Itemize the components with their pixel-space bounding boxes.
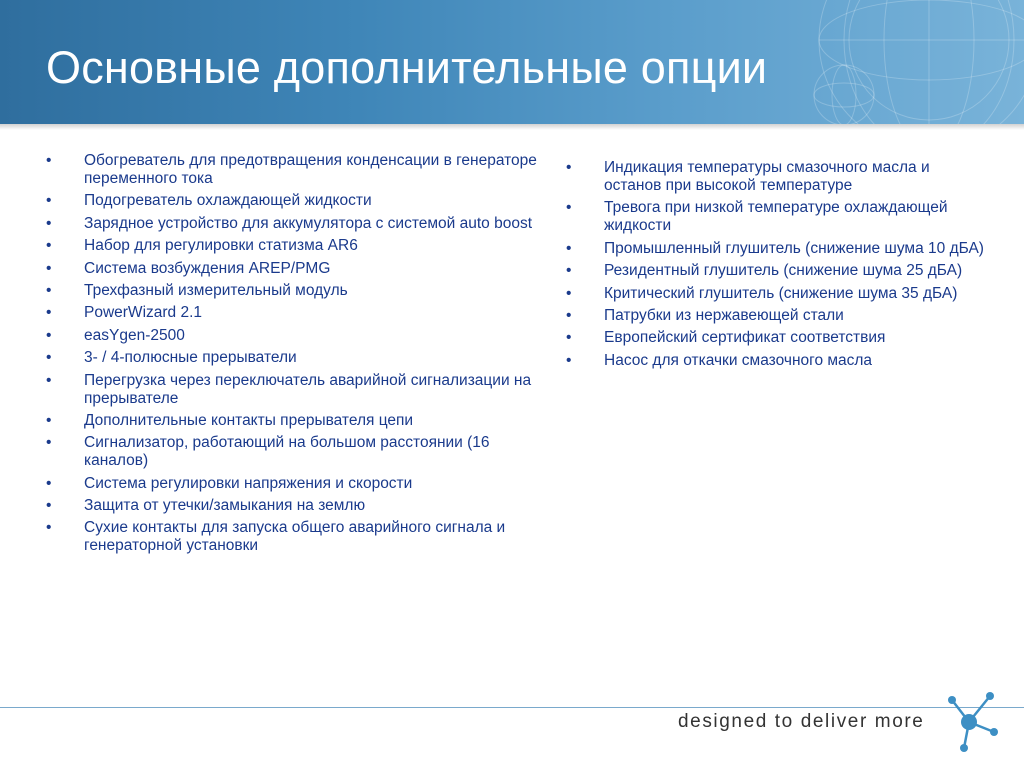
- bullet-icon: •: [566, 284, 572, 302]
- list-item: [46, 192, 538, 210]
- list-item-text: Промышленный глушитель (снижение шума 10 дБА): [604, 239, 984, 257]
- left-options-list: [46, 152, 538, 560]
- footer-tagline: designed to deliver more: [678, 711, 925, 732]
- slide-title: Основные дополнительные опции: [46, 42, 768, 93]
- bullet-icon: •: [46, 349, 52, 367]
- list-item-text: Европейский сертификат соответствия: [604, 329, 886, 347]
- list-item: [46, 260, 538, 278]
- list-item-text: 3- / 4-полюсные прерыватели: [84, 349, 297, 367]
- list-item-text: Тревога при низкой температуре охлаждающей жидкости: [604, 199, 948, 235]
- bullet-icon: •: [566, 329, 572, 347]
- bullet-icon: •: [46, 326, 52, 344]
- list-item-text: Насос для откачки смазочного масла: [604, 351, 873, 369]
- bullet-icon: •: [566, 199, 572, 217]
- list-item: [46, 282, 538, 300]
- bullet-icon: •: [566, 351, 572, 369]
- bullet-icon: •: [46, 214, 52, 232]
- list-item-text: PowerWizard 2.1: [84, 304, 203, 322]
- list-item: [46, 412, 538, 430]
- bullet-icon: •: [46, 371, 52, 389]
- bullet-icon: •: [566, 239, 572, 257]
- list-item: [566, 262, 986, 280]
- list-item-text: Патрубки из нержавеющей стали: [604, 306, 844, 324]
- bullet-icon: •: [46, 281, 52, 299]
- bullet-icon: •: [46, 192, 52, 210]
- list-item: [566, 285, 986, 303]
- list-item: [46, 497, 538, 515]
- bullet-icon: •: [46, 519, 52, 537]
- bullet-icon: •: [46, 434, 52, 452]
- list-item-text: easYgen-2500: [84, 326, 185, 344]
- slide-header: [0, 0, 1024, 124]
- list-item: [46, 215, 538, 233]
- header-shadow: [0, 124, 1024, 130]
- list-item: [566, 307, 986, 325]
- list-item: [46, 237, 538, 255]
- list-item: [566, 199, 986, 235]
- list-item-text: Сухие контакты для запуска общего аварийного сигнала и генераторной установки: [84, 519, 506, 555]
- bullet-icon: •: [46, 411, 52, 429]
- bullet-icon: •: [46, 497, 52, 515]
- bullet-icon: •: [46, 237, 52, 255]
- footer-divider: [0, 707, 1024, 708]
- list-item-text: Резидентный глушитель (снижение шума 25 дБА): [604, 262, 963, 280]
- list-item-text: Система возбуждения AREP/PMG: [84, 259, 331, 277]
- bullet-icon: •: [46, 259, 52, 277]
- list-item: [46, 327, 538, 345]
- bullet-icon: •: [566, 262, 572, 280]
- list-item: [566, 352, 986, 370]
- list-item-text: Трехфазный измерительный модуль: [84, 281, 348, 299]
- list-item: [46, 349, 538, 367]
- list-item: [46, 475, 538, 493]
- bullet-icon: •: [46, 304, 52, 322]
- list-item: [566, 159, 986, 195]
- list-item-text: Дополнительные контакты прерывателя цепи: [84, 411, 414, 429]
- list-item-text: Система регулировки напряжения и скорости: [84, 474, 413, 492]
- list-item-text: Сигнализатор, работающий на большом расстоянии (16 каналов): [84, 434, 490, 470]
- list-item-text: Обогреватель для предотвращения конденсации в генераторе переменного тока: [84, 152, 537, 187]
- list-item: [46, 519, 538, 555]
- bullet-icon: •: [46, 152, 52, 169]
- list-item: [46, 304, 538, 322]
- bullet-icon: •: [566, 159, 572, 176]
- list-item: [46, 434, 538, 470]
- bullet-icon: •: [566, 306, 572, 324]
- list-item-text: Защита от утечки/замыкания на землю: [84, 497, 366, 515]
- list-item-text: Зарядное устройство для аккумулятора с системой auto boost: [84, 214, 533, 232]
- list-item-text: Подогреватель охлаждающей жидкости: [84, 192, 372, 210]
- bullet-icon: •: [46, 474, 52, 492]
- list-item-text: Набор для регулировки статизма AR6: [84, 237, 358, 255]
- molecule-logo-icon: [944, 688, 1004, 758]
- list-item-text: Перегрузка через переключатель аварийной сигнализации на прерывателе: [84, 371, 532, 407]
- right-options-list: [566, 159, 986, 374]
- list-item: [566, 329, 986, 347]
- list-item-text: Критический глушитель (снижение шума 35 дБА): [604, 284, 958, 302]
- list-item: [46, 372, 538, 408]
- list-item: [566, 240, 986, 258]
- list-item: [46, 152, 538, 188]
- list-item-text: Индикация температуры смазочного масла и останов при высокой температуре: [604, 159, 930, 194]
